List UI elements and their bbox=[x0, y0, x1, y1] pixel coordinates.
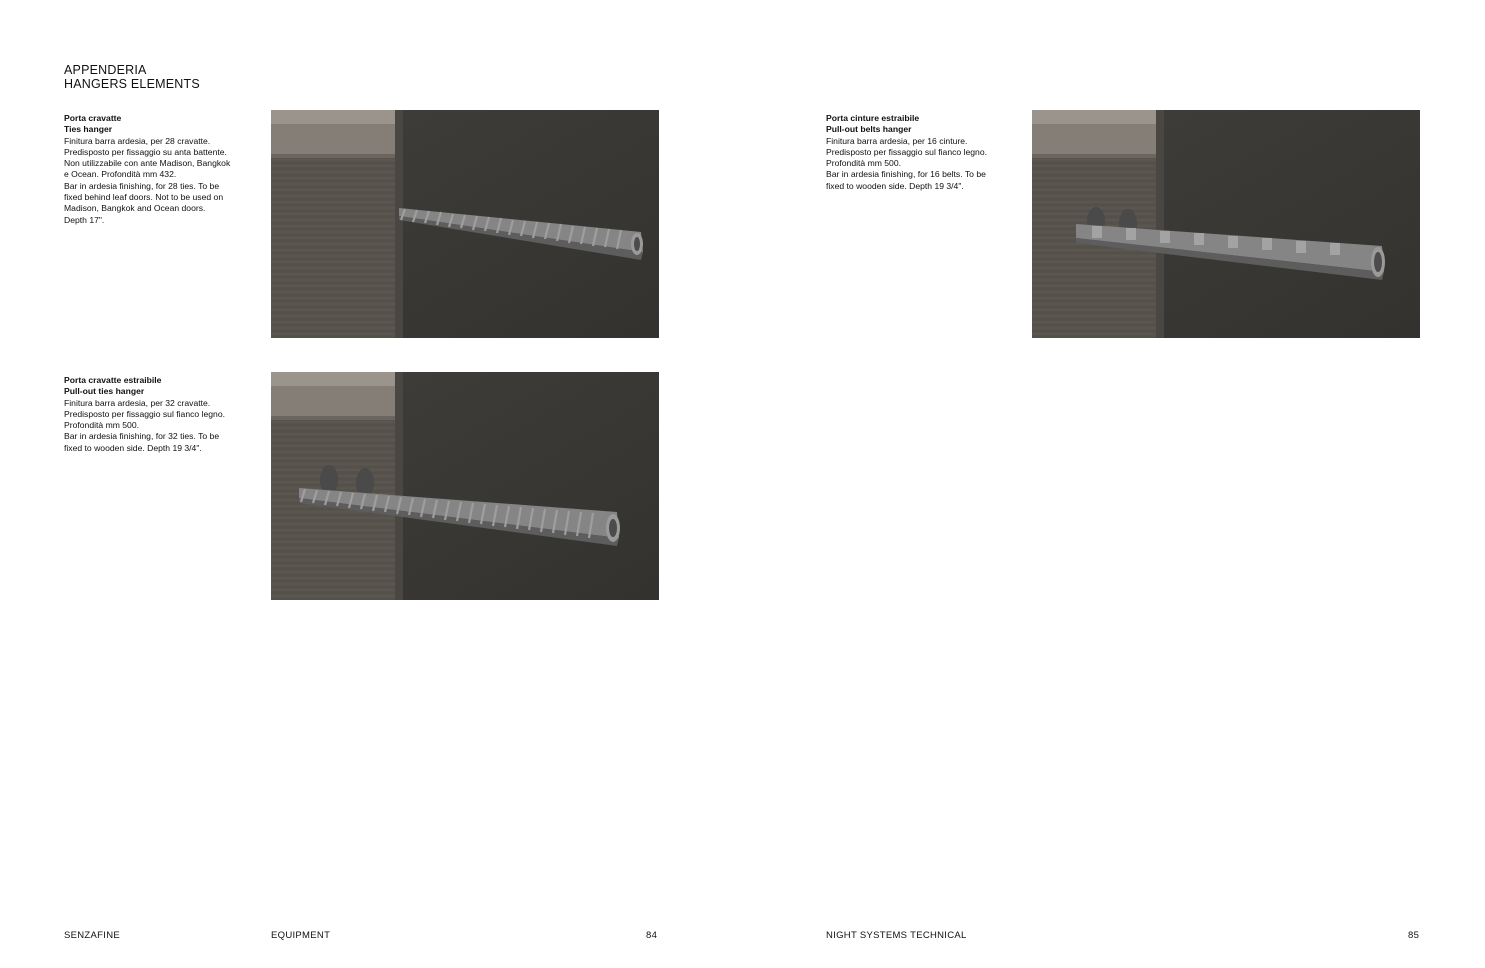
product-photo-pullout-ties-hanger bbox=[271, 372, 659, 600]
description-line: Depth 17". bbox=[64, 214, 105, 225]
description-line: Predisposto per fissaggio su anta battente. bbox=[64, 146, 227, 157]
description-line: Predisposto per fissaggio sul fianco legno. bbox=[64, 408, 225, 419]
footer-section: EQUIPMENT bbox=[271, 930, 331, 941]
page-number-left: 84 bbox=[646, 930, 658, 941]
product-description-ties-hanger bbox=[64, 113, 249, 226]
product-title-italian: Porta cinture estraibile bbox=[826, 113, 920, 123]
description-line: Bar in ardesia finishing, for 32 ties. To be bbox=[64, 431, 220, 442]
description-line: Finitura barra ardesia, per 16 cinture. bbox=[826, 135, 968, 146]
description-line: fixed to wooden side. Depth 19 3/4". bbox=[64, 442, 202, 453]
product-title-italian: Porta cravatte bbox=[64, 113, 122, 123]
product-title-english: Pull-out ties hanger bbox=[64, 386, 145, 397]
description-line: Madison, Bangkok and Ocean doors. bbox=[64, 203, 206, 214]
description-line: Profondità mm 500. bbox=[826, 158, 901, 169]
product-title-italian: Porta cravatte estraibile bbox=[64, 375, 162, 385]
page-number-right: 85 bbox=[1408, 930, 1420, 941]
description-line: e Ocean. Profondità mm 432. bbox=[64, 169, 177, 180]
description-line: Bar in ardesia finishing, for 16 belts. To be bbox=[826, 169, 986, 180]
footer-section-right: NIGHT SYSTEMS TECHNICAL bbox=[826, 930, 967, 941]
product-title-english: Ties hanger bbox=[64, 124, 113, 135]
description-line: Profondità mm 500. bbox=[64, 420, 139, 431]
description-line: fixed behind leaf doors. Not to be used on bbox=[64, 192, 224, 203]
description-line: Predisposto per fissaggio sul fianco legno. bbox=[826, 146, 987, 157]
heading-italian: APPENDERIA bbox=[64, 63, 147, 77]
product-description-pullout-belts-hanger bbox=[826, 113, 1011, 192]
footer-brand: SENZAFINE bbox=[64, 930, 121, 941]
description-line: Non utilizzabile con ante Madison, Bangkok bbox=[64, 158, 231, 169]
product-photo-pullout-belts-hanger bbox=[1032, 110, 1420, 338]
product-description-pullout-ties-hanger bbox=[64, 375, 249, 454]
description-line: fixed to wooden side. Depth 19 3/4". bbox=[826, 180, 964, 191]
description-line: Finitura barra ardesia, per 28 cravatte. bbox=[64, 135, 211, 146]
description-line: Bar in ardesia finishing, for 28 ties. To be bbox=[64, 180, 220, 191]
product-photo-ties-hanger bbox=[271, 110, 659, 338]
product-title-english: Pull-out belts hanger bbox=[826, 124, 912, 135]
page-heading bbox=[64, 63, 200, 91]
heading-english: HANGERS ELEMENTS bbox=[64, 77, 200, 91]
description-line: Finitura barra ardesia, per 32 cravatte. bbox=[64, 397, 211, 408]
